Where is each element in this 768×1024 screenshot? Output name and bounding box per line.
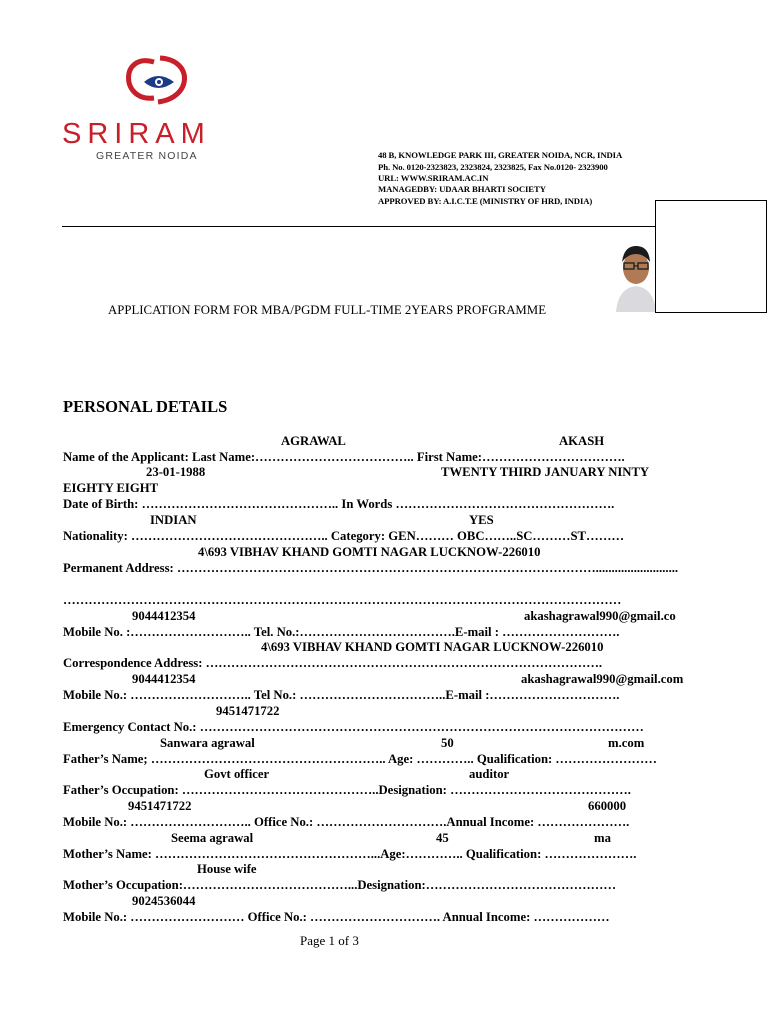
nationality-value: INDIAN <box>150 513 197 527</box>
section-title: PERSONAL DETAILS <box>63 397 228 416</box>
mother-occupation-line: Mother’s Occupation:…………………………………...Designation:……………………………………… <box>63 878 617 892</box>
address-line-5: APPROVED BY: A.I.C.T.E (MINISTRY OF HRD, INDIA) <box>378 196 593 206</box>
perm-address-value: 4\693 VIBHAV KHAND GOMTI NAGAR LUCKNOW-226010 <box>198 545 541 559</box>
email-value-1: akashagrawal990@gmail.co <box>524 609 676 623</box>
name-line: Name of the Applicant: Last Name:……………………………….. First Name:……………………………. <box>63 450 625 464</box>
corr-address-value: 4\693 VIBHAV KHAND GOMTI NAGAR LUCKNOW-226010 <box>261 640 604 654</box>
logo-name: SRIRAM <box>62 118 211 150</box>
dob-words-value-1: TWENTY THIRD JANUARY NINTY <box>441 465 650 479</box>
mobile-line-2: Mobile No.: ……………………….. Tel No.: ……………………………..E-mail :…………………………. <box>63 688 620 702</box>
father-mobile-line: Mobile No.: ……………………….. Office No.: ………………………….Annual Income: …………………. <box>63 815 630 829</box>
mother-age-value: 45 <box>436 831 449 845</box>
mother-line: Mother’s Name: ……………………………………………...Age:………….. Qualification: …………………. <box>63 847 637 861</box>
father-income-value: 660000 <box>588 799 627 813</box>
mother-name-value: Seema agrawal <box>171 831 254 845</box>
nationality-line: Nationality: ……………………………………….. Category: GEN……… OBC……..SC………ST……… <box>63 529 625 543</box>
dob-words-value-2: EIGHTY EIGHT <box>63 481 159 495</box>
father-qualification-value: m.com <box>608 736 645 750</box>
mobile-line: Mobile No. :……………………….. Tel. No.:……………………………….E-mail : ………………………. <box>63 625 620 639</box>
email-value-2: akashagrawal990@gmail.com <box>521 672 684 686</box>
address-line-3: URL: WWW.SRIRAM.AC.IN <box>378 173 489 183</box>
perm-address-line: Permanent Address: ……………………………………………………………………………………….......................... <box>63 561 679 575</box>
page-number: Page 1 of 3 <box>300 933 359 948</box>
applicant-photo <box>614 240 658 312</box>
emergency-value: 9451471722 <box>216 704 280 718</box>
address-line-2: Ph. No. 0120-2323823, 2323824, 2323825, Fax No.0120- 2323900 <box>378 162 608 172</box>
corr-address-line: Correspondence Address: …………………………………………………………………………………. <box>63 656 603 670</box>
dob-line: Date of Birth: ……………………………………….. In Words ……………………………………………. <box>63 497 615 511</box>
father-mobile-value: 9451471722 <box>128 799 192 813</box>
father-name-value: Sanwara agrawal <box>160 736 255 750</box>
category-value: YES <box>469 513 494 527</box>
perm-address-cont-line: …………………………………………………………………………………………………………………… <box>63 593 622 607</box>
photo-box <box>655 200 767 313</box>
father-occupation-line: Father’s Occupation: ………………………………………..Designation: ……………………………………. <box>63 783 631 797</box>
mother-qualification-value: ma <box>594 831 611 845</box>
father-designation-value: auditor <box>469 767 510 781</box>
father-line: Father’s Name; ……………………………………………….. Age: ………….. Qualification: …………………… <box>63 752 657 766</box>
address-line-4: MANAGEDBY: UDAAR BHARTI SOCIETY <box>378 184 546 194</box>
mobile-value: 9044412354 <box>132 609 196 623</box>
form-title: APPLICATION FORM FOR MBA/PGDM FULL-TIME 2YEARS PROFGRAMME <box>108 303 547 317</box>
mobile-value-2: 9044412354 <box>132 672 196 686</box>
emergency-line: Emergency Contact No.: …………………………………………………………………………………………… <box>63 720 644 734</box>
first-name-value: AKASH <box>559 434 605 448</box>
last-name-value: AGRAWAL <box>281 434 346 448</box>
father-age-value: 50 <box>441 736 454 750</box>
father-occupation-value: Govt officer <box>204 767 270 781</box>
logo-subtitle: GREATER NOIDA <box>96 150 198 162</box>
mother-occupation-value: House wife <box>197 862 257 876</box>
mother-mobile-value: 9024536044 <box>132 894 196 908</box>
mother-mobile-line: Mobile No.: ……………………… Office No.: …………………………. Annual Income: ……………… <box>63 910 610 924</box>
dob-value: 23-01-1988 <box>146 465 206 479</box>
address-line-1: 48 B, KNOWLEDGE PARK III, GREATER NOIDA, NCR, INDIA <box>378 150 623 160</box>
header-separator <box>62 226 656 227</box>
